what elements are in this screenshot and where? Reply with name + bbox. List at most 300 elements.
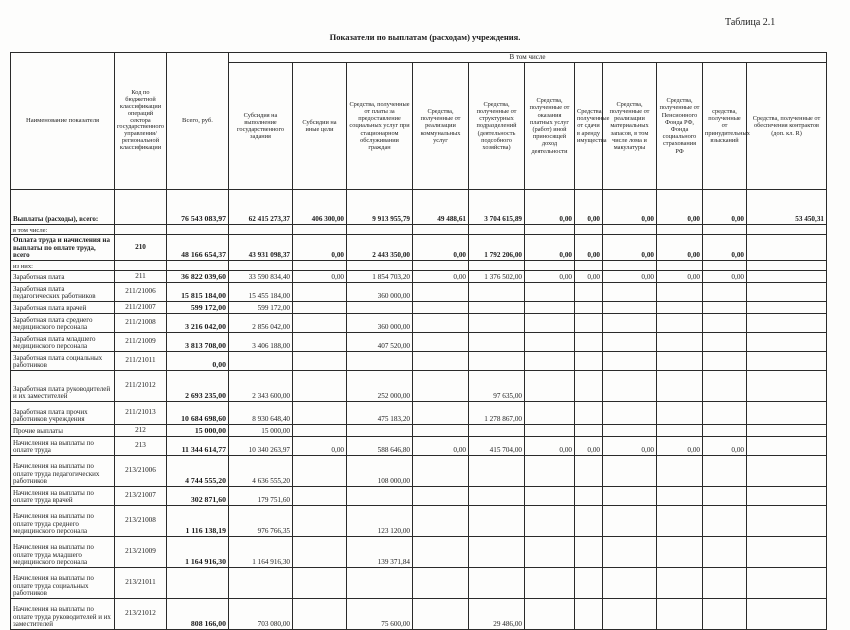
row-cell-col-6	[525, 261, 575, 271]
row-cell-col-9	[657, 314, 703, 333]
header-col-8: Средства, полученные от реализации материальных запасов, в том числе лома и макулатуры	[603, 63, 657, 190]
row-cell-col-5	[469, 314, 525, 333]
table-row	[11, 235, 827, 261]
row-cell-col-2	[293, 314, 347, 333]
row-cell-col-4: 49 488,61	[413, 190, 469, 225]
row-cell-col-8: 0,00	[603, 437, 657, 456]
row-code: 211/21009	[115, 333, 167, 352]
row-cell-col-10	[703, 568, 747, 599]
row-cell-col-1: 1 164 916,30	[229, 537, 293, 568]
row-cell-col-4: 0,00	[413, 235, 469, 261]
row-total	[167, 225, 229, 235]
row-cell-col-8	[603, 225, 657, 235]
row-cell-col-5: 1 792 206,00	[469, 235, 525, 261]
row-cell-col-2	[293, 599, 347, 630]
row-cell-col-2	[293, 425, 347, 437]
row-cell-col-11	[747, 271, 827, 283]
row-total: 3 216 042,00	[167, 314, 229, 333]
row-total: 15 815 184,00	[167, 283, 229, 302]
row-cell-col-7	[575, 283, 603, 302]
row-cell-col-11	[747, 402, 827, 425]
row-cell-col-9	[657, 302, 703, 314]
row-cell-col-7	[575, 568, 603, 599]
row-cell-col-5	[469, 261, 525, 271]
row-cell-col-1: 4 636 555,20	[229, 456, 293, 487]
row-cell-col-8	[603, 261, 657, 271]
row-cell-col-10	[703, 456, 747, 487]
row-cell-col-3: 123 120,00	[347, 506, 413, 537]
row-cell-col-6	[525, 568, 575, 599]
row-code: 210	[115, 235, 167, 261]
row-cell-col-5: 29 486,00	[469, 599, 525, 630]
row-cell-col-4: 0,00	[413, 271, 469, 283]
row-name: Заработная плата руководителей и их заместителей	[11, 371, 115, 402]
header-col-2: Субсидии на иные цели	[293, 63, 347, 190]
row-cell-col-2: 0,00	[293, 271, 347, 283]
row-cell-col-4: 0,00	[413, 437, 469, 456]
row-cell-col-5	[469, 333, 525, 352]
row-code: 211/21013	[115, 402, 167, 425]
row-code: 212	[115, 425, 167, 437]
row-cell-col-6	[525, 599, 575, 630]
row-cell-col-4	[413, 333, 469, 352]
table-row	[11, 261, 827, 271]
row-cell-col-3: 2 443 350,00	[347, 235, 413, 261]
row-cell-col-9	[657, 456, 703, 487]
row-cell-col-11	[747, 456, 827, 487]
row-cell-col-7: 0,00	[575, 235, 603, 261]
row-cell-col-8	[603, 314, 657, 333]
row-cell-col-9	[657, 333, 703, 352]
row-cell-col-6	[525, 333, 575, 352]
row-cell-col-7: 0,00	[575, 437, 603, 456]
row-cell-col-4	[413, 537, 469, 568]
row-cell-col-9	[657, 261, 703, 271]
row-name: Начисления на выплаты по оплате труда социальных работников	[11, 568, 115, 599]
row-cell-col-1: 976 766,35	[229, 506, 293, 537]
row-cell-col-11	[747, 235, 827, 261]
row-cell-col-11	[747, 261, 827, 271]
row-cell-col-3: 9 913 955,79	[347, 190, 413, 225]
row-cell-col-8	[603, 283, 657, 302]
row-cell-col-1: 703 080,00	[229, 599, 293, 630]
row-cell-col-3: 407 520,00	[347, 333, 413, 352]
row-cell-col-4	[413, 456, 469, 487]
row-name: Заработная плата младшего медицинского персонала	[11, 333, 115, 352]
row-cell-col-10: 0,00	[703, 235, 747, 261]
row-code: 213/21006	[115, 456, 167, 487]
row-cell-col-10	[703, 371, 747, 402]
row-cell-col-10	[703, 425, 747, 437]
row-total: 10 684 698,60	[167, 402, 229, 425]
row-cell-col-2	[293, 402, 347, 425]
row-cell-col-2	[293, 487, 347, 506]
header-col-11: Средства, полученные от обеспечения контрактов (доп. кл. R)	[747, 63, 827, 190]
row-total: 76 543 083,97	[167, 190, 229, 225]
row-code	[115, 261, 167, 271]
row-code: 213/21011	[115, 568, 167, 599]
row-cell-col-2: 0,00	[293, 235, 347, 261]
row-cell-col-9	[657, 371, 703, 402]
row-cell-col-2	[293, 506, 347, 537]
header-including: В том числе	[229, 53, 827, 63]
row-cell-col-11	[747, 568, 827, 599]
table-row	[11, 333, 827, 352]
row-cell-col-6	[525, 537, 575, 568]
row-name: Начисления на выплаты по оплате труда руководителей и их заместителей	[11, 599, 115, 630]
row-cell-col-10	[703, 599, 747, 630]
table-row	[11, 190, 827, 225]
row-cell-col-8	[603, 352, 657, 371]
row-cell-col-7: 0,00	[575, 190, 603, 225]
row-code: 213	[115, 437, 167, 456]
row-cell-col-7	[575, 314, 603, 333]
row-cell-col-8	[603, 402, 657, 425]
row-name: Начисления на выплаты по оплате труда младшего медицинского персонала	[11, 537, 115, 568]
header-col-10: средства, полученные от принудительных взысканий	[703, 63, 747, 190]
row-name: в том числе:	[11, 225, 115, 235]
row-cell-col-3: 108 000,00	[347, 456, 413, 487]
row-cell-col-9	[657, 487, 703, 506]
row-cell-col-7	[575, 371, 603, 402]
table-row	[11, 487, 827, 506]
row-cell-col-10	[703, 225, 747, 235]
row-cell-col-7: 0,00	[575, 271, 603, 283]
header-col-7: Средства, полученные от сдачи в аренду имущества	[575, 63, 603, 190]
row-cell-col-8: 0,00	[603, 235, 657, 261]
row-cell-col-1: 15 000,00	[229, 425, 293, 437]
row-name: Оплата труда и начисления на выплаты по оплате труда, всего	[11, 235, 115, 261]
table-row	[11, 371, 827, 402]
row-cell-col-11	[747, 425, 827, 437]
header-col-4: Средства, полученные от реализации коммунальных услуг	[413, 63, 469, 190]
row-cell-col-6	[525, 487, 575, 506]
header-total: Всего, руб.	[167, 53, 229, 190]
row-cell-col-8: 0,00	[603, 271, 657, 283]
row-cell-col-8	[603, 456, 657, 487]
row-name: Выплаты (расходы), всего:	[11, 190, 115, 225]
row-cell-col-1: 2 856 042,00	[229, 314, 293, 333]
row-cell-col-11	[747, 437, 827, 456]
row-code: 211/21011	[115, 352, 167, 371]
row-cell-col-4	[413, 487, 469, 506]
row-cell-col-3: 252 000,00	[347, 371, 413, 402]
row-cell-col-11: 53 450,31	[747, 190, 827, 225]
row-total: 48 166 654,37	[167, 235, 229, 261]
row-cell-col-11	[747, 283, 827, 302]
row-cell-col-9	[657, 599, 703, 630]
row-name: Прочие выплаты	[11, 425, 115, 437]
row-cell-col-5	[469, 225, 525, 235]
table-row	[11, 225, 827, 235]
row-cell-col-5	[469, 283, 525, 302]
row-cell-col-5	[469, 456, 525, 487]
row-total: 36 822 039,60	[167, 271, 229, 283]
table-row	[11, 352, 827, 371]
row-cell-col-11	[747, 352, 827, 371]
row-total	[167, 261, 229, 271]
row-total: 4 744 555,20	[167, 456, 229, 487]
row-total: 599 172,00	[167, 302, 229, 314]
row-cell-col-11	[747, 333, 827, 352]
row-cell-col-11	[747, 506, 827, 537]
row-cell-col-11	[747, 371, 827, 402]
row-cell-col-4	[413, 302, 469, 314]
row-code	[115, 225, 167, 235]
row-cell-col-10: 0,00	[703, 271, 747, 283]
row-code: 211	[115, 271, 167, 283]
row-cell-col-6: 0,00	[525, 271, 575, 283]
row-cell-col-2	[293, 261, 347, 271]
row-cell-col-11	[747, 599, 827, 630]
row-cell-col-7	[575, 506, 603, 537]
row-cell-col-10	[703, 333, 747, 352]
row-cell-col-6	[525, 425, 575, 437]
row-cell-col-5: 415 704,00	[469, 437, 525, 456]
table-row	[11, 425, 827, 437]
table-row	[11, 506, 827, 537]
row-cell-col-4	[413, 283, 469, 302]
row-cell-col-3	[347, 261, 413, 271]
row-cell-col-11	[747, 487, 827, 506]
table-row	[11, 283, 827, 302]
row-cell-col-5	[469, 425, 525, 437]
table-number: Таблица 2.1	[725, 17, 776, 28]
row-cell-col-4	[413, 225, 469, 235]
row-cell-col-10	[703, 302, 747, 314]
row-cell-col-10	[703, 283, 747, 302]
row-cell-col-9: 0,00	[657, 437, 703, 456]
row-name: Начисления на выплаты по оплате труда	[11, 437, 115, 456]
row-cell-col-9	[657, 568, 703, 599]
table-row	[11, 537, 827, 568]
row-cell-col-1: 62 415 273,37	[229, 190, 293, 225]
table-row	[11, 599, 827, 630]
row-cell-col-1	[229, 352, 293, 371]
row-cell-col-1: 179 751,60	[229, 487, 293, 506]
row-name: Заработная плата прочих работников учреждения	[11, 402, 115, 425]
row-cell-col-4	[413, 314, 469, 333]
row-cell-col-5: 1 278 867,00	[469, 402, 525, 425]
row-code: 213/21007	[115, 487, 167, 506]
row-cell-col-1: 33 590 834,40	[229, 271, 293, 283]
row-cell-col-1	[229, 568, 293, 599]
row-cell-col-3	[347, 568, 413, 599]
row-name: Начисления на выплаты по оплате труда врачей	[11, 487, 115, 506]
row-cell-col-10	[703, 487, 747, 506]
row-cell-col-10	[703, 506, 747, 537]
row-cell-col-9	[657, 283, 703, 302]
row-cell-col-4	[413, 261, 469, 271]
row-total: 1 164 916,30	[167, 537, 229, 568]
header-col-9: Средства, полученные от Пенсионного Фонда РФ, Фонда социального страхования РФ	[657, 63, 703, 190]
row-cell-col-5: 3 704 615,89	[469, 190, 525, 225]
header-code: Код по бюджетной классификации операций сектора государственного управления/ региональной классификации	[115, 53, 167, 190]
row-cell-col-8	[603, 537, 657, 568]
document-title: Показатели по выплатам (расходам) учреждения.	[329, 32, 521, 42]
row-cell-col-8	[603, 425, 657, 437]
row-name: Заработная плата среднего медицинского персонала	[11, 314, 115, 333]
row-cell-col-6	[525, 506, 575, 537]
row-cell-col-10	[703, 537, 747, 568]
row-code: 211/21012	[115, 371, 167, 402]
row-cell-col-9	[657, 537, 703, 568]
row-name: Заработная плата врачей	[11, 302, 115, 314]
table-row	[11, 271, 827, 283]
row-code	[115, 190, 167, 225]
row-cell-col-6	[525, 352, 575, 371]
row-cell-col-2	[293, 302, 347, 314]
row-cell-col-2	[293, 283, 347, 302]
row-cell-col-2	[293, 225, 347, 235]
row-cell-col-2	[293, 568, 347, 599]
row-cell-col-4	[413, 371, 469, 402]
row-cell-col-1: 2 343 600,00	[229, 371, 293, 402]
row-cell-col-10	[703, 402, 747, 425]
row-cell-col-4	[413, 352, 469, 371]
row-cell-col-6	[525, 402, 575, 425]
row-cell-col-9: 0,00	[657, 190, 703, 225]
row-name: Заработная плата	[11, 271, 115, 283]
row-cell-col-7	[575, 537, 603, 568]
row-cell-col-3: 588 646,80	[347, 437, 413, 456]
row-cell-col-6	[525, 314, 575, 333]
row-cell-col-9: 0,00	[657, 271, 703, 283]
row-cell-col-8	[603, 371, 657, 402]
expenses-table	[10, 52, 827, 630]
row-code: 211/21006	[115, 283, 167, 302]
row-cell-col-2	[293, 456, 347, 487]
row-cell-col-5: 1 376 502,00	[469, 271, 525, 283]
row-cell-col-8	[603, 506, 657, 537]
row-cell-col-8	[603, 599, 657, 630]
row-cell-col-10: 0,00	[703, 190, 747, 225]
row-cell-col-9	[657, 352, 703, 371]
row-cell-col-11	[747, 225, 827, 235]
row-cell-col-7	[575, 425, 603, 437]
header-col-3: Средства, полученные от платы за предоставление социальных услуг при стационарном обслуживании граждан	[347, 63, 413, 190]
row-cell-col-7	[575, 352, 603, 371]
row-total: 808 166,00	[167, 599, 229, 630]
row-code: 213/21008	[115, 506, 167, 537]
table-row	[11, 568, 827, 599]
row-cell-col-3: 360 000,00	[347, 283, 413, 302]
row-cell-col-7	[575, 302, 603, 314]
row-total: 11 344 614,77	[167, 437, 229, 456]
table-row	[11, 314, 827, 333]
row-cell-col-2	[293, 333, 347, 352]
row-code: 213/21009	[115, 537, 167, 568]
row-cell-col-7	[575, 456, 603, 487]
header-col-6: Средства, полученные от оказания платных услуг (работ) иной приносящей доход деятельности	[525, 63, 575, 190]
row-name: Начисления на выплаты по оплате труда среднего медицинского персонала	[11, 506, 115, 537]
row-cell-col-9	[657, 425, 703, 437]
row-cell-col-2: 0,00	[293, 437, 347, 456]
row-cell-col-6: 0,00	[525, 190, 575, 225]
row-code: 211/21008	[115, 314, 167, 333]
row-cell-col-8	[603, 302, 657, 314]
row-cell-col-4	[413, 599, 469, 630]
row-cell-col-5	[469, 352, 525, 371]
row-cell-col-3: 139 371,84	[347, 537, 413, 568]
row-cell-col-6	[525, 302, 575, 314]
row-total: 2 693 235,00	[167, 371, 229, 402]
table-row	[11, 456, 827, 487]
row-total: 0,00	[167, 352, 229, 371]
row-total: 1 116 138,19	[167, 506, 229, 537]
row-cell-col-4	[413, 402, 469, 425]
row-cell-col-1: 43 931 098,37	[229, 235, 293, 261]
row-total: 15 000,00	[167, 425, 229, 437]
header-col-1: Субсидия на выполнение государственного задания	[229, 63, 293, 190]
row-cell-col-2: 406 300,00	[293, 190, 347, 225]
row-cell-col-5	[469, 487, 525, 506]
row-cell-col-3: 360 000,00	[347, 314, 413, 333]
row-cell-col-6	[525, 225, 575, 235]
row-cell-col-8: 0,00	[603, 190, 657, 225]
row-name: Заработная плата социальных работников	[11, 352, 115, 371]
row-cell-col-7	[575, 599, 603, 630]
row-cell-col-2	[293, 537, 347, 568]
row-cell-col-7	[575, 402, 603, 425]
row-cell-col-1: 10 340 263,97	[229, 437, 293, 456]
row-cell-col-3: 475 183,20	[347, 402, 413, 425]
row-cell-col-6	[525, 283, 575, 302]
row-cell-col-3	[347, 225, 413, 235]
row-cell-col-5	[469, 537, 525, 568]
table-row	[11, 402, 827, 425]
row-cell-col-5: 97 635,00	[469, 371, 525, 402]
row-cell-col-8	[603, 568, 657, 599]
row-total: 302 871,60	[167, 487, 229, 506]
row-cell-col-11	[747, 302, 827, 314]
row-code: 211/21007	[115, 302, 167, 314]
row-cell-col-4	[413, 568, 469, 599]
row-name: Начисления на выплаты по оплате труда педагогических работников	[11, 456, 115, 487]
row-total	[167, 568, 229, 599]
row-cell-col-10	[703, 314, 747, 333]
row-cell-col-1	[229, 261, 293, 271]
row-cell-col-3: 75 600,00	[347, 599, 413, 630]
row-cell-col-2	[293, 371, 347, 402]
row-total: 3 813 708,00	[167, 333, 229, 352]
row-cell-col-5	[469, 302, 525, 314]
row-cell-col-11	[747, 314, 827, 333]
row-cell-col-8	[603, 333, 657, 352]
row-cell-col-6	[525, 456, 575, 487]
row-cell-col-4	[413, 506, 469, 537]
row-cell-col-3	[347, 302, 413, 314]
row-name: из них:	[11, 261, 115, 271]
row-cell-col-10	[703, 352, 747, 371]
row-cell-col-7	[575, 487, 603, 506]
row-cell-col-3: 1 854 703,20	[347, 271, 413, 283]
row-cell-col-9	[657, 402, 703, 425]
row-cell-col-10: 0,00	[703, 437, 747, 456]
row-cell-col-1	[229, 225, 293, 235]
row-name: Заработная плата педагогических работников	[11, 283, 115, 302]
row-cell-col-2	[293, 352, 347, 371]
row-cell-col-3	[347, 352, 413, 371]
row-cell-col-9	[657, 225, 703, 235]
row-cell-col-1: 599 172,00	[229, 302, 293, 314]
row-cell-col-5	[469, 506, 525, 537]
row-cell-col-6: 0,00	[525, 437, 575, 456]
table-row	[11, 437, 827, 456]
row-cell-col-1: 8 930 648,40	[229, 402, 293, 425]
row-cell-col-7	[575, 333, 603, 352]
row-cell-col-9	[657, 506, 703, 537]
